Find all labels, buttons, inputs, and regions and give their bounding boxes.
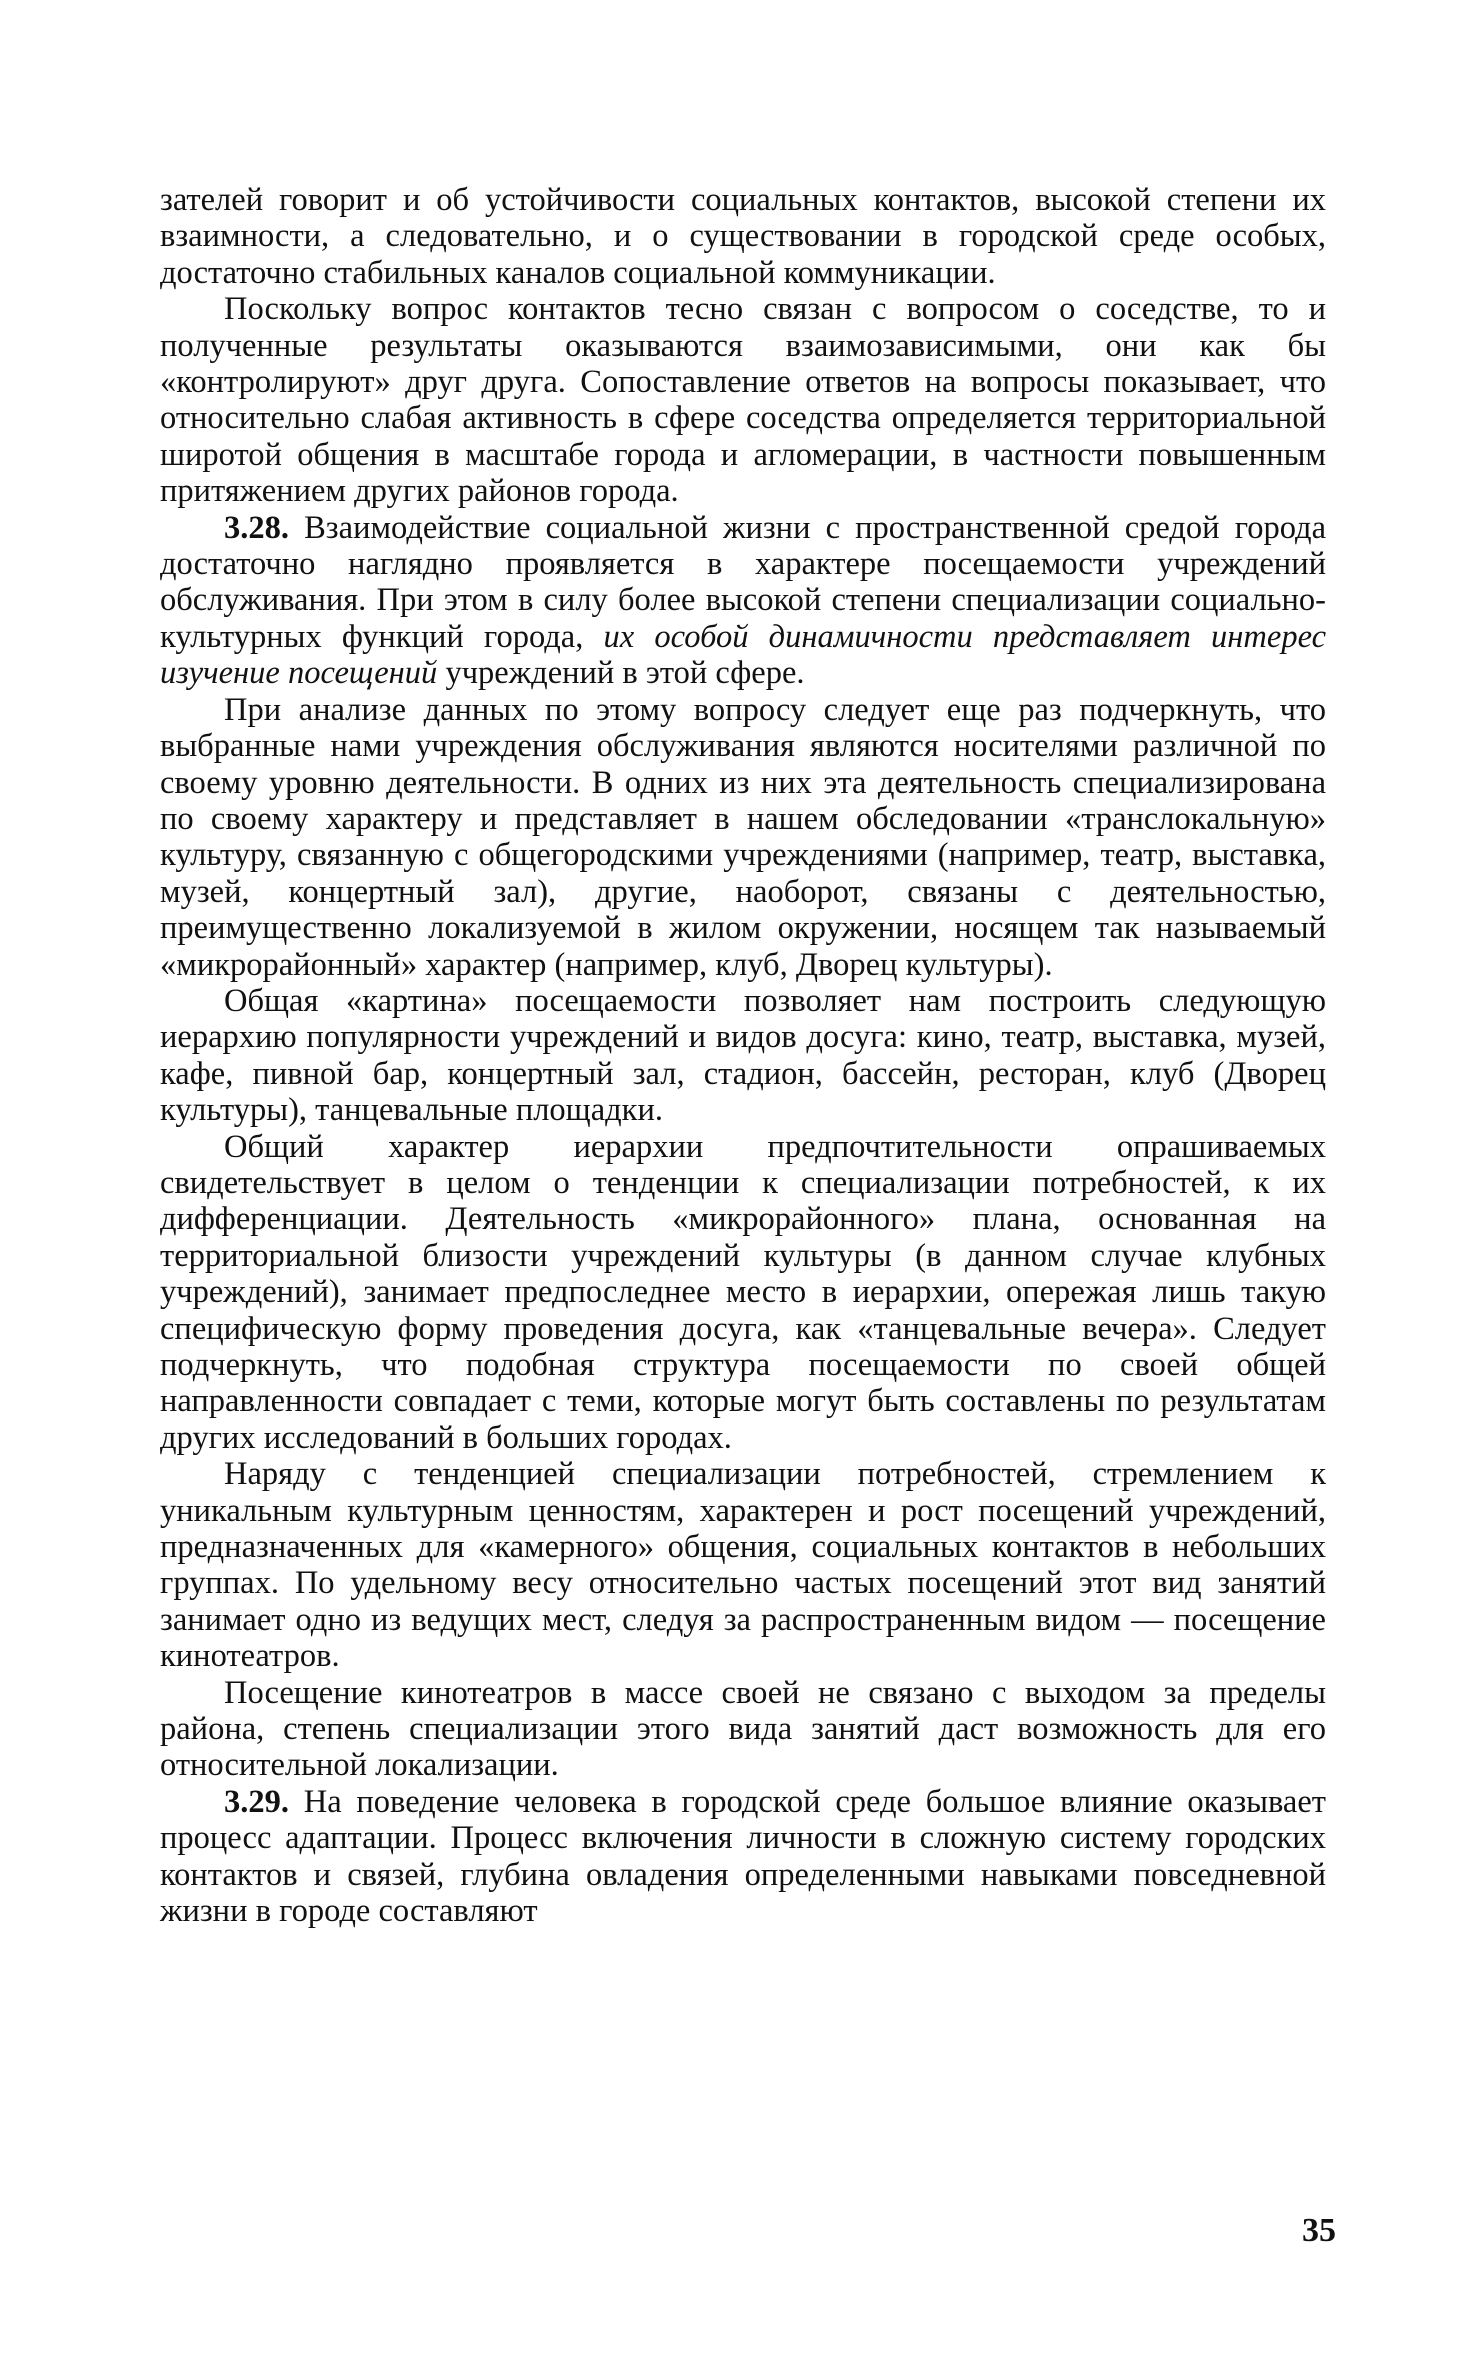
section-number: 3.29.	[224, 1783, 289, 1820]
section-number: 3.28.	[224, 509, 289, 546]
italic-emphasis: их особой динамичности представляет интерес изучение посещений	[160, 618, 1326, 692]
paragraph-3-28	[160, 510, 1326, 692]
paragraph-1: зателей говорит и об устойчивости социальных контактов, высокой степени их взаимности, а следовательно, и о существовании в городской среде особых, достаточно стабильных каналов социальной коммуникации.	[160, 182, 1326, 291]
paragraph-4: При анализе данных по этому вопросу следует еще раз подчеркнуть, что выбранные нами учреждения обслуживания являются носителями различной по своему уровню деятельности. В одних из них эта деятельность специализирована по своему характеру и представляет в нашем обследовании «транслокальную» культуру, связанную с общегородскими учреждениями (например, театр, выставка, музей, концертный зал), другие, наоборот, связаны с деятельностью, преимущественно локализуемой в жилом окружении, носящем так называемый «микрорайонный» характер (например, клуб, Дворец культуры).	[160, 691, 1326, 983]
paragraph-6: Общий характер иерархии предпочтительности опрашиваемых свидетельствует в целом о тенденции к специализации потребностей, к их дифференциации. Деятельность «микрорайонного» плана, основанная на территориальной близости учреждений культуры (в данном случае клубных учреждений), занимает предпоследнее место в иерархии, опережая лишь такую специфическую форму проведения досуга, как «танцевальные вечера». Следует подчеркнуть, что подобная структура посещаемости по своей общей направленности совпадает с теми, которые могут быть составлены по результатам других исследований в больших городах.	[160, 1128, 1326, 1456]
paragraph-8: Посещение кинотеатров в массе своей не связано с выходом за пределы района, степень специализации этого вида занятий даст возможность для его относительной локализации.	[160, 1674, 1326, 1784]
paragraph-2: Поскольку вопрос контактов тесно связан с вопросом о соседстве, то и полученные результаты оказываются взаимозависимыми, они как бы «контролируют» друг друга. Сопоставление ответов на вопросы показывает, что относительно слабая активность в сфере соседства определяется территориальной широтой общения в масштабе города и агломерации, в частности повышенным притяжением других районов города.	[160, 291, 1326, 510]
paragraph-5: Общая «картина» посещаемости позволяет нам построить следующую иерархию популярности учреждений и видов досуга: кино, театр, выставка, музей, кафе, пивной бар, концертный зал, стадион, бассейн, ресторан, клуб (Дворец культуры), танцевальные площадки.	[160, 982, 1326, 1129]
paragraph-text: На поведение человека в городской среде большое влияние оказывает процесс адаптации. Процесс включения личности в сложную систему городских контактов и связей, глубина овладения определенными навыками повседневной жизни в городе составляют	[160, 1783, 1326, 1930]
paragraph-7: Наряду с тенденцией специализации потребностей, стремлением к уникальным культурным ценностям, характерен и рост посещений учреждений, предназначенных для «камерного» общения, социальных контактов в небольших группах. По удельному весу относительно частых посещений этот вид занятий занимает одно из ведущих мест, следуя за распространенным видом — посещение кинотеатров.	[160, 1456, 1326, 1675]
paragraph-text: Взаимодействие социальной жизни с пространственной средой города достаточно наглядно проявляется в характере посещаемости учреждений обслуживания. При этом в силу более высокой степени специализации социально-культурных функций города,	[160, 509, 1326, 655]
page-body	[160, 182, 1326, 1930]
paragraph-tail: учреждений в этой сфере.	[437, 655, 805, 692]
page-number: 35	[1302, 2212, 1336, 2249]
paragraph-3-29	[160, 1784, 1326, 1930]
